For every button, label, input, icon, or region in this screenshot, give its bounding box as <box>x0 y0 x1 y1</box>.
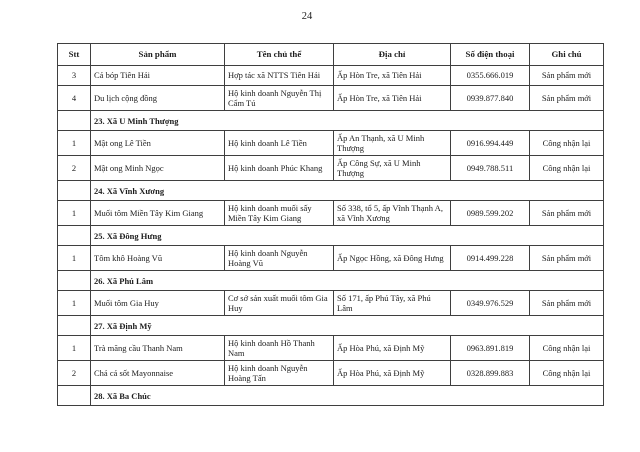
section-row <box>58 181 604 201</box>
stt-cell-empty <box>58 226 91 246</box>
product-cell: Chả cá sốt Mayonnaise <box>91 361 225 386</box>
stt-cell: 1 <box>58 336 91 361</box>
column-header-1: Sản phẩm <box>91 44 225 66</box>
address-cell: Số 171, ấp Phú Tây, xã Phú Lâm <box>334 291 451 316</box>
phone-cell: 0914.499.228 <box>451 246 530 271</box>
note-cell: Sản phẩm mới <box>530 66 604 86</box>
section-row <box>58 271 604 291</box>
section-title: 24. Xã Vĩnh Xương <box>91 181 604 201</box>
table-row <box>58 361 604 386</box>
table-body <box>58 66 604 406</box>
product-cell: Muối tôm Miền Tây Kim Giang <box>91 201 225 226</box>
table-row <box>58 246 604 271</box>
section-title: 27. Xã Định Mỹ <box>91 316 604 336</box>
phone-cell: 0916.994.449 <box>451 131 530 156</box>
note-cell: Sản phẩm mới <box>530 86 604 111</box>
table-row <box>58 66 604 86</box>
address-cell: Ấp Hòa Phú, xã Định Mỹ <box>334 361 451 386</box>
phone-cell: 0989.599.202 <box>451 201 530 226</box>
stt-cell: 2 <box>58 361 91 386</box>
stt-cell-empty <box>58 111 91 131</box>
product-cell: Muối tôm Gia Huy <box>91 291 225 316</box>
phone-cell: 0939.877.840 <box>451 86 530 111</box>
address-cell: Ấp An Thạnh, xã U Minh Thượng <box>334 131 451 156</box>
stt-cell: 2 <box>58 156 91 181</box>
table-row <box>58 201 604 226</box>
section-row <box>58 111 604 131</box>
phone-cell: 0328.899.883 <box>451 361 530 386</box>
stt-cell: 1 <box>58 201 91 226</box>
header-row <box>58 44 604 66</box>
owner-cell: Hộ kinh doanh Phúc Khang <box>225 156 334 181</box>
section-title: 26. Xã Phú Lâm <box>91 271 604 291</box>
note-cell: Công nhận lại <box>530 156 604 181</box>
section-row <box>58 316 604 336</box>
table-row <box>58 291 604 316</box>
owner-cell: Hộ kinh doanh Nguyễn Hoàng Tấn <box>225 361 334 386</box>
product-cell: Mật ong Minh Ngọc <box>91 156 225 181</box>
owner-cell: Hộ kinh doanh Hồ Thanh Nam <box>225 336 334 361</box>
ocop-products-table <box>57 43 604 406</box>
product-cell: Mật ong Lê Tiền <box>91 131 225 156</box>
note-cell: Sản phẩm mới <box>530 291 604 316</box>
stt-cell-empty <box>58 316 91 336</box>
address-cell: Ấp Công Sự, xã U Minh Thượng <box>334 156 451 181</box>
note-cell: Công nhận lại <box>530 131 604 156</box>
note-cell: Công nhận lại <box>530 336 604 361</box>
note-cell: Công nhận lại <box>530 361 604 386</box>
stt-cell: 1 <box>58 291 91 316</box>
owner-cell: Hộ kinh doanh Nguyễn Hoàng Vũ <box>225 246 334 271</box>
phone-cell: 0355.666.019 <box>451 66 530 86</box>
section-title: 25. Xã Đông Hưng <box>91 226 604 246</box>
address-cell: Ấp Hòa Phú, xã Định Mỹ <box>334 336 451 361</box>
stt-cell: 1 <box>58 131 91 156</box>
phone-cell: 0349.976.529 <box>451 291 530 316</box>
stt-cell: 1 <box>58 246 91 271</box>
table-row <box>58 86 604 111</box>
product-cell: Cá bóp Tiên Hải <box>91 66 225 86</box>
column-header-3: Địa chỉ <box>334 44 451 66</box>
owner-cell: Hộ kinh doanh muối sấy Miền Tây Kim Giang <box>225 201 334 226</box>
product-cell: Tôm khô Hoàng Vũ <box>91 246 225 271</box>
stt-cell: 4 <box>58 86 91 111</box>
phone-cell: 0949.788.511 <box>451 156 530 181</box>
table-row <box>58 336 604 361</box>
note-cell: Sản phẩm mới <box>530 201 604 226</box>
address-cell: Số 338, tổ 5, ấp Vĩnh Thạnh A, xã Vĩnh Xương <box>334 201 451 226</box>
owner-cell: Hợp tác xã NTTS Tiên Hải <box>225 66 334 86</box>
column-header-2: Tên chủ thể <box>225 44 334 66</box>
section-row <box>58 226 604 246</box>
phone-cell: 0963.891.819 <box>451 336 530 361</box>
column-header-4: Số điện thoại <box>451 44 530 66</box>
address-cell: Ấp Hòn Tre, xã Tiên Hải <box>334 86 451 111</box>
stt-cell-empty <box>58 181 91 201</box>
note-cell: Sản phẩm mới <box>530 246 604 271</box>
table-row <box>58 131 604 156</box>
owner-cell: Hộ kinh doanh Lê Tiền <box>225 131 334 156</box>
owner-cell: Cơ sở sản xuất muối tôm Gia Huy <box>225 291 334 316</box>
product-cell: Du lịch cộng đồng <box>91 86 225 111</box>
section-row <box>58 386 604 406</box>
stt-cell: 3 <box>58 66 91 86</box>
page-number: 24 <box>301 11 313 22</box>
owner-cell: Hộ kinh doanh Nguyễn Thị Cẩm Tú <box>225 86 334 111</box>
table-row <box>58 156 604 181</box>
product-cell: Trà mãng cầu Thanh Nam <box>91 336 225 361</box>
column-header-5: Ghi chú <box>530 44 604 66</box>
table-header <box>58 44 604 66</box>
stt-cell-empty <box>58 386 91 406</box>
section-title: 23. Xã U Minh Thượng <box>91 111 604 131</box>
section-title: 28. Xã Ba Chúc <box>91 386 604 406</box>
address-cell: Ấp Hòn Tre, xã Tiên Hải <box>334 66 451 86</box>
stt-cell-empty <box>58 271 91 291</box>
address-cell: Ấp Ngọc Hồng, xã Đông Hưng <box>334 246 451 271</box>
column-header-0: Stt <box>58 44 91 66</box>
